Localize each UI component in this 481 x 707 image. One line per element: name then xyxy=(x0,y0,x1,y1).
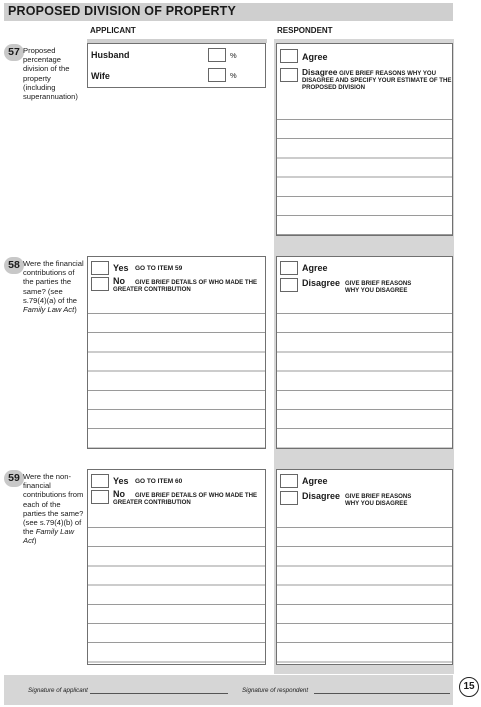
signature-footer xyxy=(4,675,453,705)
q58-applicant-box xyxy=(87,256,266,449)
q57-respondent-answer-lines[interactable] xyxy=(277,119,452,235)
wife-percent-sign: % xyxy=(230,71,237,80)
question-58-text: Were the financial contributions of the parties the same? (see s.79(4)(a) of the Family Law Act) xyxy=(23,259,84,315)
q58-agree-checkbox[interactable] xyxy=(280,261,298,275)
q58-disagree-label: Disagree xyxy=(302,278,341,288)
applicant-signature-label: Signature of applicant xyxy=(28,687,88,694)
question-59-text: Were the non-financial contributions from each of the parties the same? (see s.79(4)(b) of the Family Law Act) xyxy=(23,472,84,546)
q57-agree-label: Agree xyxy=(302,52,328,62)
q58-yes-note: GO TO ITEM 59 xyxy=(135,265,183,272)
husband-percentage-input[interactable] xyxy=(208,48,226,62)
question-57-text: Proposed percentage division of the property (including superannuation) xyxy=(23,46,78,102)
q59-agree-label: Agree xyxy=(302,476,328,486)
q59-agree-checkbox[interactable] xyxy=(280,474,298,488)
q58-no-note: GIVE BRIEF DETAILS OF WHO MADE THE GREATER CONTRIBUTION xyxy=(113,279,258,293)
applicant-column-heading: APPLICANT xyxy=(90,26,136,35)
q57-respondent-box xyxy=(276,43,453,236)
page-number: 15 xyxy=(459,677,479,697)
q59-applicant-answer-lines[interactable] xyxy=(88,527,265,664)
title-bar xyxy=(4,3,453,21)
q58-applicant-answer-lines[interactable] xyxy=(88,313,265,448)
q59-disagree-label: Disagree xyxy=(302,491,341,501)
respondent-column-heading: RESPONDENT xyxy=(277,26,333,35)
q59-disagree-checkbox[interactable] xyxy=(280,491,298,505)
q58-agree-label: Agree xyxy=(302,263,328,273)
q58-disagree-checkbox[interactable] xyxy=(280,278,298,292)
q58-respondent-answer-lines[interactable] xyxy=(277,313,452,448)
question-57-number: 57 xyxy=(4,44,24,61)
q59-disagree-note: GIVE BRIEF REASONS WHY YOU DISAGREE xyxy=(345,493,412,507)
q57-disagree-text: Disagree GIVE BRIEF REASONS WHY YOU DISAGREE AND SPECIFY YOUR ESTIMATE OF THE PROPOSED DIVISION xyxy=(302,67,452,91)
q58-no-label: No xyxy=(113,276,125,286)
respondent-signature-label: Signature of respondent xyxy=(242,687,309,694)
q59-yes-label: Yes xyxy=(113,476,129,486)
q59-yes-note: GO TO ITEM 60 xyxy=(135,478,183,485)
q57-applicant-box xyxy=(87,43,266,88)
q57-disagree-checkbox[interactable] xyxy=(280,68,298,82)
husband-percent-sign: % xyxy=(230,51,237,60)
q58-no-checkbox[interactable] xyxy=(91,277,109,291)
question-58-number: 58 xyxy=(4,257,24,274)
q59-applicant-box xyxy=(87,469,266,665)
wife-percentage-input[interactable] xyxy=(208,68,226,82)
q59-no-label: No xyxy=(113,489,125,499)
q58-disagree-note: GIVE BRIEF REASONS WHY YOU DISAGREE xyxy=(345,280,412,294)
q59-respondent-answer-lines[interactable] xyxy=(277,527,452,664)
wife-label: Wife xyxy=(91,71,110,81)
q58-yes-checkbox[interactable] xyxy=(91,261,109,275)
respondent-signature-line[interactable] xyxy=(314,693,450,694)
q59-no-checkbox[interactable] xyxy=(91,490,109,504)
applicant-signature-line[interactable] xyxy=(90,693,228,694)
question-59-number: 59 xyxy=(4,470,24,487)
q58-yes-label: Yes xyxy=(113,263,129,273)
q59-yes-checkbox[interactable] xyxy=(91,474,109,488)
page-title: PROPOSED DIVISION OF PROPERTY xyxy=(8,4,237,18)
q57-agree-checkbox[interactable] xyxy=(280,49,298,63)
q58-respondent-box xyxy=(276,256,453,449)
q59-no-note: GIVE BRIEF DETAILS OF WHO MADE THE GREATER CONTRIBUTION xyxy=(113,492,258,506)
q59-respondent-box xyxy=(276,469,453,665)
husband-label: Husband xyxy=(91,50,130,60)
